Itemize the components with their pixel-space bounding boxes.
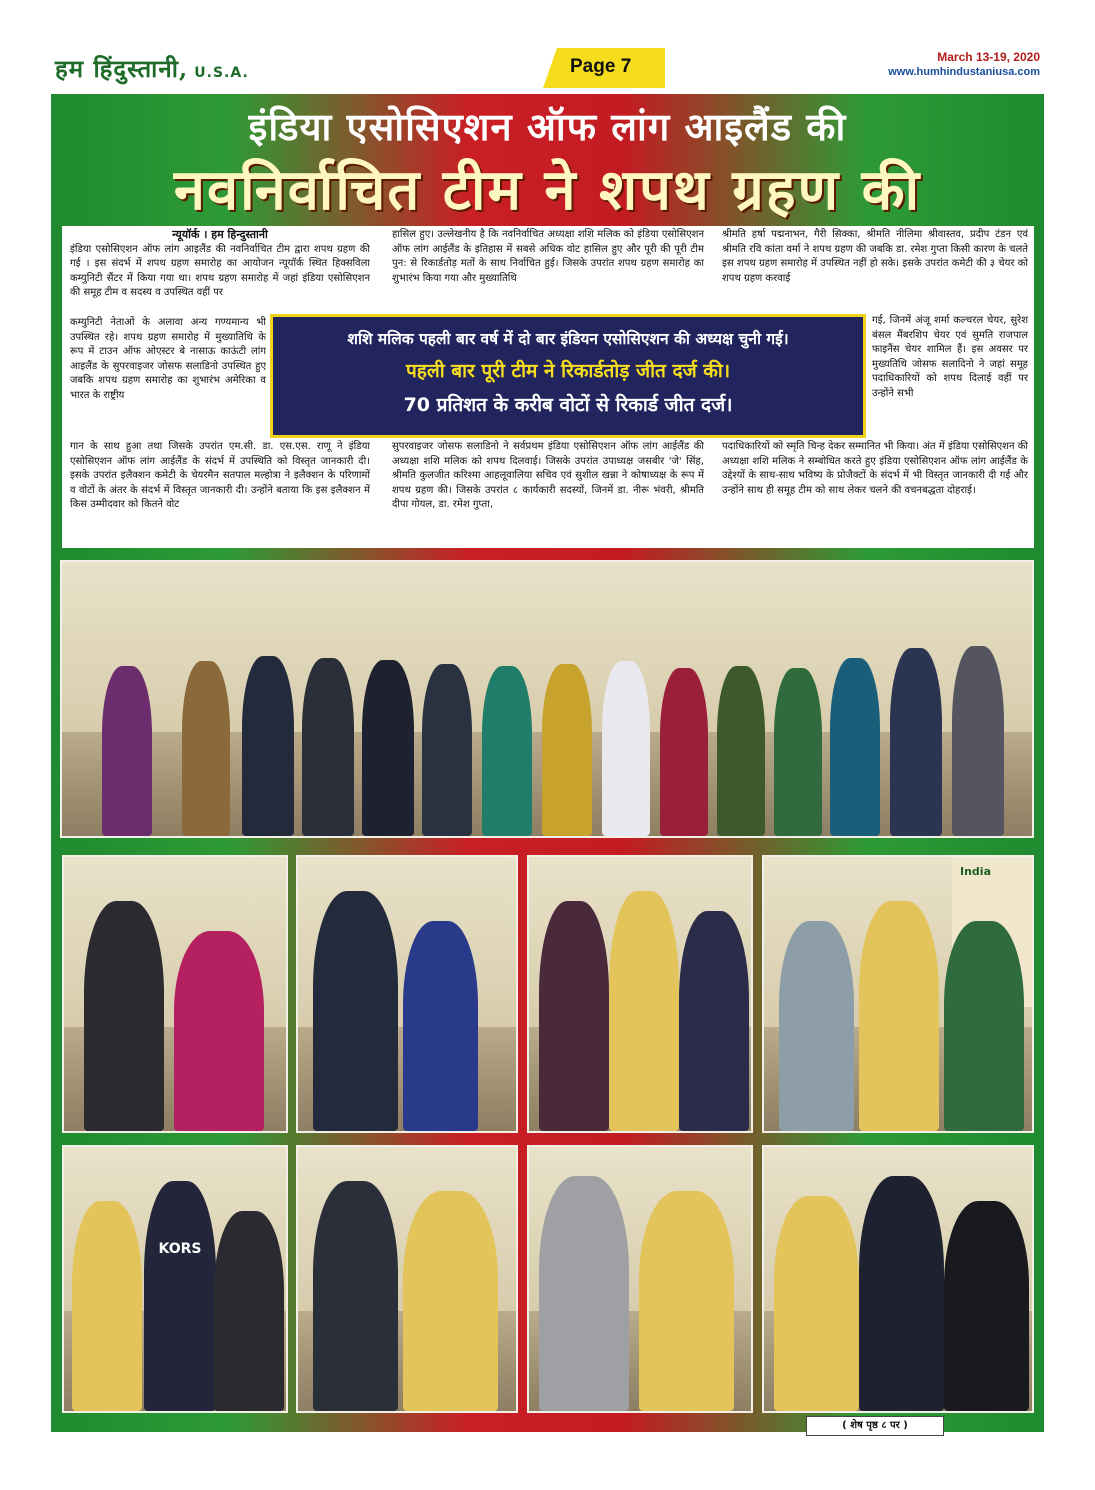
person: [660, 668, 708, 836]
person: [214, 1211, 284, 1411]
callout-line-1: शशि मलिक पहली बार वर्ष में दो बार इंडियन एसोसिएशन की अध्यक्ष चुनी गई।: [347, 330, 789, 348]
person: [774, 668, 822, 836]
column-1-top-text: इंडिया एसोसिएशन ऑफ लांग आइलैंड की नवनिर्वाचित टीम द्वारा शपथ ग्रहण की गई । इस संदर्भ में शपथ ग्रहण समारोह का आयोजन न्यूयॉर्क स्थित हिक्सविला कम्युनिटी सैंटर में किया गया था। शपथ ग्रहण समारोह में जहां इंडिया एसोसिएशन की समूह टीम व सदस्य व उपस्थित वहीं पर: [70, 243, 370, 298]
column-1-bottom: गान के साथ हुआ तथा जिसके उपरांत एम.सी. डा. एस.एस. राणू ने इंडिया एसोसिएशन ऑफ लांग आईलैंड के संदर्भ में उपस्थिति को विस्तृत जानकारी दी। इसके उपरांत इलैक्शन कमेटी के चेयरमैन सतपाल मल्होत्रा ने इलैक्शन के परिणामों व वोटों के अंतर के संदर्भ में विस्तृत जानकारी दी। उन्होंने बताया कि इस इलैक्शन में किस उम्मीदवार को कितने वोट: [70, 441, 370, 510]
person: [403, 1191, 498, 1411]
person: [859, 1176, 944, 1411]
photo-trio: [62, 1145, 288, 1413]
person: [859, 901, 939, 1131]
column-1-top: [70, 228, 370, 314]
continued-on-page-note: ( शेष पृष्ठ ८ पर ): [806, 1416, 944, 1436]
issue-date: March 13-19, 2020: [937, 50, 1040, 64]
photo-couple-2: [296, 855, 518, 1133]
person: [539, 901, 609, 1131]
callout-line-3: 70 प्रतिशत के करीब वोटों से रिकार्ड जीत दर्ज।: [403, 394, 733, 416]
shirt-text: KORS: [158, 1241, 202, 1257]
photo-couple-1: [62, 855, 288, 1133]
person: [313, 891, 398, 1131]
person: [779, 921, 854, 1131]
column-3-mid: गई, जिनमें अंजू शर्मा कल्चरल चेयर, सुरेश बंसल मैंबरशिप चेयर एवं सुमति राजपाल फाइनैंस चेयर शामिल हैं। इस अवसर पर मुख्यतिथि जोसफ सलादिनो ने जहां समूह पदाधिकारियों को शपथ दिलाई वहीं पर उन्होंने सभी: [872, 315, 1028, 399]
column-1-mid: कम्युनिटी नेताओं के अलावा अन्य गण्यमान्य भी उपस्थित रहे। शपथ ग्रहण समारोह में मुख्यातिथि के रूप में टाउन ऑफ ओएस्टर बे नासाऊ काऊंटी लांग आइलैंड के सुपरवाइजर जोसफ सलाडिनो उपस्थित हुए जबकि शपथ ग्रहण समारोह का शुभारंभ अमेरिका व भारत के राष्ट्रीय: [70, 317, 266, 401]
person: [422, 664, 472, 836]
column-2-bottom: सुपरवाइजर जोसफ सलाडिनो ने सर्वप्रथम इंडिया एसोसिएशन ऑफ लांग आईलैंड की अध्यक्षा शशि मलिक को शपथ दिलवाई। जिसके उपरांत उपाध्यक्ष जसबीर 'जे' सिंह, श्रीमति कुलजीत करिश्मा आहलूवालिया सचिव एवं सुशील खन्ना ने कोषाध्यक्ष के रूप में शपथ ग्रहण की। जिसके उपरांत ८ कार्यकारी सदस्यों, जिनमें डा. नीरू भंवरी, श्रीमति दीपा गोयल, डा. रमेश गुप्ता,: [392, 441, 704, 510]
brand-name: हम हिंदुस्तानी,: [55, 54, 189, 83]
person: [944, 921, 1024, 1131]
brand-suffix: U.S.A.: [194, 65, 249, 81]
person: [174, 931, 264, 1131]
person: [482, 666, 532, 836]
headline-line-2: नवनिर्वाचित टीम ने शपथ ग्रहण की: [173, 158, 922, 223]
callout-line-2: पहली बार पूरी टीम ने रिकार्डतोड़ जीत दर्ज की।: [405, 360, 731, 382]
person: [403, 921, 478, 1131]
column-3-top: श्रीमति हर्षा पद्मनाभन, गैरी सिक्का, श्रीमति नीलिमा श्रीवास्तव, प्रदीप टंडन एवं श्रीमति रवि कांता वर्मा ने शपथ ग्रहण की जबकि डा. रमेश गुप्ता किसी कारण के चलते इस शपथ ग्रहण समारोह में उपस्थित नहीं हो सके। इसके उपरांत कमेटी की ३ चेयर को शपथ ग्रहण करवाई: [722, 229, 1028, 284]
column-2-top: हासिल हुए। उल्लेखनीय है कि नवनिर्वाचित अध्यक्षा शशि मलिक को इंडिया एसोसिएशन ऑफ लांग आईलैंड के इतिहास में सबसे अधिक वोट हासिल हुए और पूरी की पूरी टीम पुन: से रिकार्डतोड़ मतों के साथ निर्वाचित हुई। जिसके उपरांत शपथ ग्रहण समारोह का शुभारंभ किया गया और मुख्यातिथि: [392, 229, 704, 284]
person: [144, 1181, 216, 1411]
person: [774, 1196, 859, 1411]
person: [313, 1181, 398, 1411]
person: [944, 1201, 1029, 1411]
person: [102, 666, 152, 836]
photo-trio-2: [762, 1145, 1034, 1413]
person: [602, 661, 650, 836]
person: [362, 660, 414, 836]
person: [717, 666, 765, 836]
person: [830, 658, 880, 836]
page-number: Page 7: [570, 56, 632, 77]
photo-banner: [762, 855, 1034, 1133]
byline: न्यूयॉर्क । हम हिन्दुस्तानी: [172, 228, 268, 241]
person: [890, 648, 942, 836]
person: [72, 1201, 142, 1411]
photo-bouquet: [527, 855, 753, 1133]
person: [182, 661, 230, 836]
person: [542, 664, 592, 836]
headline-line-1: इंडिया एसोसिएशन ऑफ लांग आइलैंड की: [248, 105, 847, 149]
photo-couple-4: [527, 1145, 753, 1413]
person: [242, 656, 294, 836]
person: [639, 1191, 734, 1411]
person: [84, 901, 164, 1131]
column-3-bottom: पदाधिकारियों को स्मृति चिन्ह देकर सम्मानित भी किया। अंत में इंडिया एसोसिएशन की अध्यक्षा शशि मलिक ने सम्बोधित करते हुए इंडिया एसोसिएशन ऑफ लांग आईलैंड के उद्देश्यों के साथ-साथ भविष्य के प्रोजैक्टों के संदर्भ में भी विस्तृत जानकारी दी गई और उन्होंने साथ ही समूह टीम को साथ लेकर चलने की वचनबद्धता दोहराई।: [722, 441, 1028, 496]
person: [679, 911, 749, 1131]
person: [539, 1176, 629, 1411]
person: [609, 891, 679, 1131]
person: [302, 658, 354, 836]
banner-text: India: [960, 865, 991, 878]
group-photo: [60, 560, 1034, 838]
person: [952, 646, 1004, 836]
photo-couple-3: [296, 1145, 518, 1413]
highlight-callout: [270, 314, 866, 438]
newspaper-brand: [55, 52, 249, 85]
website-link[interactable]: www.humhindustaniusa.com: [888, 66, 1040, 78]
